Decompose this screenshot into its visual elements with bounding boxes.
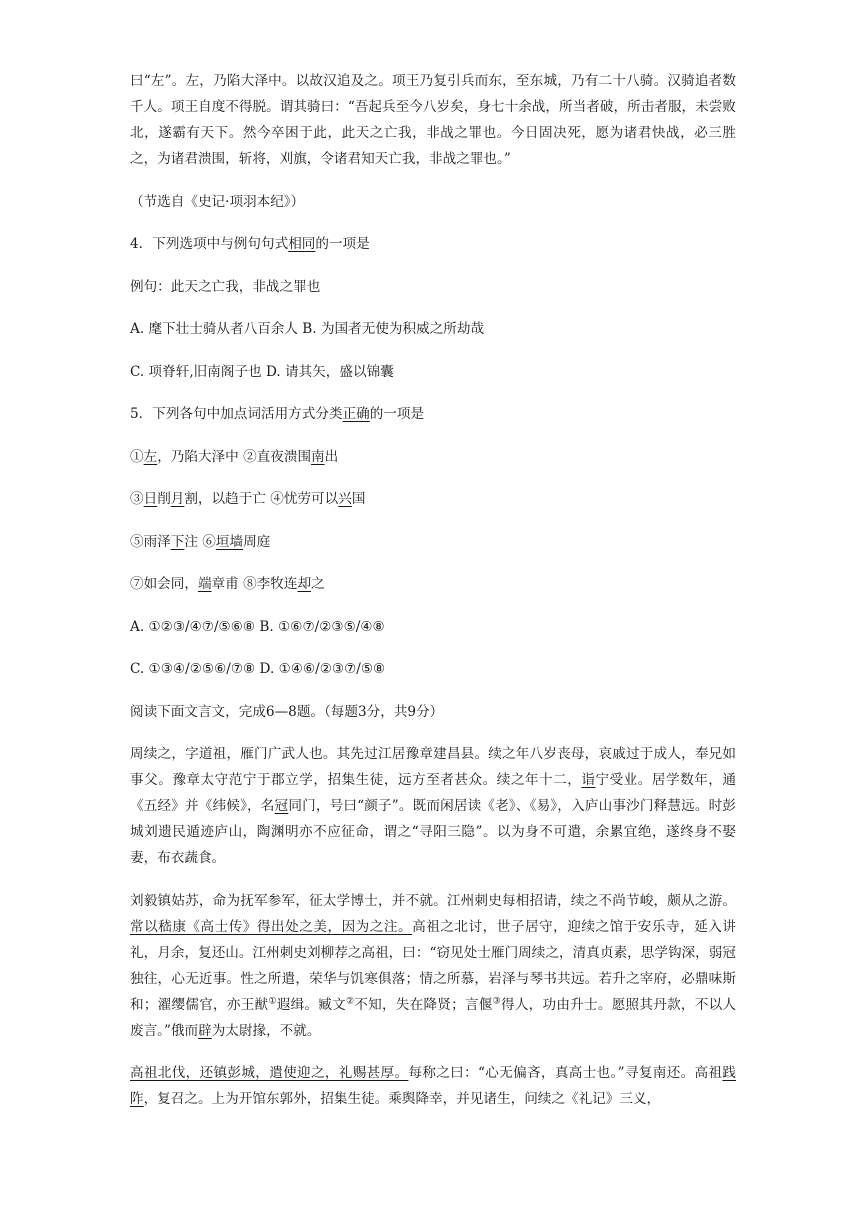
passage-text: 每称之曰：“心无偏吝，真高士也。”寻复南还。高祖 — [408, 1065, 723, 1081]
item-text: ⑦如会同， — [130, 576, 198, 592]
item-text: 周庭 — [243, 533, 271, 550]
question-5-items-3-4 — [130, 486, 736, 512]
dotted-word: 月 — [170, 491, 185, 507]
question-4-options-ab: A. 麾下壮士骑从者八百余人 B. 为国者无使为积威之所劫哉 — [130, 321, 485, 337]
dotted-word: 南 — [311, 448, 325, 465]
item-text: ③ — [130, 491, 144, 507]
question-5-items-5-6 — [130, 529, 736, 555]
footnote-marker: ① — [268, 995, 277, 1006]
question-4-stem-post: 的一项是 — [315, 236, 370, 252]
underlined-sentence: 常以嵇康《高士传》得出处之美，因为之注。 — [130, 918, 413, 935]
item-text: 国 — [351, 491, 366, 507]
passage-text: 为太尉掾，不就。 — [211, 1022, 321, 1039]
passage-text: 周续之，字道祖，雁门广武人也。其先过江居豫章建昌县。续之年八岁丧母，哀戚过于成人，奉兄如事父。豫章太守范宁于郡立学，招集生徒，远方至者甚众。续之年十二， — [130, 746, 736, 788]
dotted-word: 端 — [197, 576, 212, 592]
footnote-marker: ② — [345, 995, 355, 1006]
question-5-stem-pre: 5．下列各句中加点词活用方式分类 — [130, 406, 343, 422]
passage-paragraph-zhouxuzhi-2 — [130, 888, 736, 1044]
item-text: 注 ⑥ — [184, 533, 216, 550]
passage-paragraph-zhouxuzhi-1 — [130, 741, 736, 871]
question-5-stem-post: 的一项是 — [369, 406, 425, 422]
question-5-emphasis: 正确 — [342, 406, 370, 422]
passage-text: 刘毅镇姑苏，命为抚军参军，征太学博士，并不就。江州刺史每相招请，续之不尚节峻，颇从之游。 — [130, 892, 736, 909]
underlined-word: 辟 — [198, 1022, 212, 1039]
passage-paragraph-xiangyu: 曰“左”。左，乃陷大泽中。以故汉追及之。项王乃复引兵而东，至东城，乃有二十八骑。汉骑追者数千人。项王自度不得脱。谓其骑曰：“吾起兵至今八岁矣，身七十余战，所当者破，所击者服，未尝败北，遂霸有天下。然今卒困于此，此天之亡我，非战之罪也。今日固决死，愿为诸君快战，必三胜之，为诸君溃围，斩将，刈旗，令诸君知天亡我，非战之罪也。” — [130, 73, 736, 167]
source-citation: （节选自《史记·项羽本纪》） — [130, 193, 305, 210]
passage-text: 遐缉。臧文 — [276, 996, 346, 1013]
dotted-word: 却 — [297, 576, 312, 592]
item-text: ⑤雨泽 — [130, 533, 171, 550]
item-text: 出 — [324, 448, 339, 465]
passage-text: 宁受业。居学数年，通《五经》并《纬候》，名 — [130, 772, 737, 814]
footnote-marker: ③ — [492, 995, 501, 1006]
underlined-word: 冠 — [274, 798, 289, 814]
item-text: 之 — [311, 576, 325, 592]
question-5-items-7-8 — [130, 571, 736, 597]
reading-instruction: 阅读下面文言文，完成6—8题。（每题3分，共9分） — [130, 703, 444, 720]
passage-text: 不知，失在降贤；言偃 — [354, 996, 493, 1013]
question-5-options-cd: C. ①③④/②⑤⑥/⑦⑧ D. ①④⑥/②③⑦/⑤⑧ — [130, 661, 386, 677]
question-4-stem-pre: 4．下列选项中与例句句式 — [130, 236, 289, 252]
underlined-word: 践阼 — [130, 1065, 736, 1107]
passage-text: ，复召之。上为开馆东郭外，招集生徒。乘舆降幸，并见诸生，问续之《礼记》三义， — [143, 1091, 661, 1107]
dotted-word: 兴 — [338, 491, 352, 507]
dotted-word: 日 — [143, 491, 158, 507]
dotted-word: 下 — [170, 533, 185, 550]
question-4-stem — [130, 231, 736, 257]
passage-text: 高祖之北讨，世子居守，迎续之馆于安乐寺，延入讲礼，月余，复还山。江州刺史刘柳荐之高祖，曰：“窃见处士雁门周续之，清真贞素，思学钩深，弱冠独往，心无近事。性之所遣，荣华与饥寒俱落；情之所慕，岩泽与琴书共远。若升之宰府，必鼎味斯和；濯缨儒官，亦王猷 — [130, 918, 737, 1013]
question-4-example: 例句：此天之亡我，非战之罪也 — [130, 278, 321, 295]
passage-paragraph-zhouxuzhi-3 — [130, 1060, 736, 1112]
passage-text: 同门，号曰“颜子”。既而闲居读《老》、《易》，入庐山事沙门释慧远。时彭城刘遗民遁迹庐山，陶渊明亦不应征命，谓之“寻阳三隐”。以为身不可遣，余累宜绝，遂终身不娶妻，布衣蔬食。 — [130, 798, 737, 866]
passage-text: 得人，功由升士。愿照其丹款，不以人废言。”俄而 — [130, 996, 737, 1039]
question-5-options-ab: A. ①②③/④⑦/⑤⑥⑧ B. ①⑥⑦/②③⑤/④⑧ — [130, 618, 385, 635]
item-text: 削 — [157, 491, 171, 507]
dotted-word: 垣墙 — [215, 533, 244, 550]
question-5-stem — [130, 401, 736, 427]
question-4-options-cd: C. 项脊轩,旧南阁子也 D. 请其矢，盛以锦囊 — [130, 363, 394, 380]
underlined-sentence: 高祖北伐，还镇彭城，遣使迎之，礼赐甚厚。 — [130, 1065, 409, 1081]
item-text: ，乃陷大泽中 ②直夜溃围 — [157, 448, 312, 465]
question-5-items-1-2 — [130, 444, 736, 470]
underlined-word: 诣 — [581, 772, 596, 788]
item-text: ① — [130, 448, 144, 465]
document-page — [130, 68, 736, 1129]
dotted-word: 左 — [143, 448, 158, 465]
item-text: 割，以趋于亡 ④忧劳可以 — [184, 491, 339, 507]
question-4-emphasis: 相同 — [288, 236, 316, 252]
item-text: 章甫 ⑧李牧连 — [211, 576, 298, 592]
